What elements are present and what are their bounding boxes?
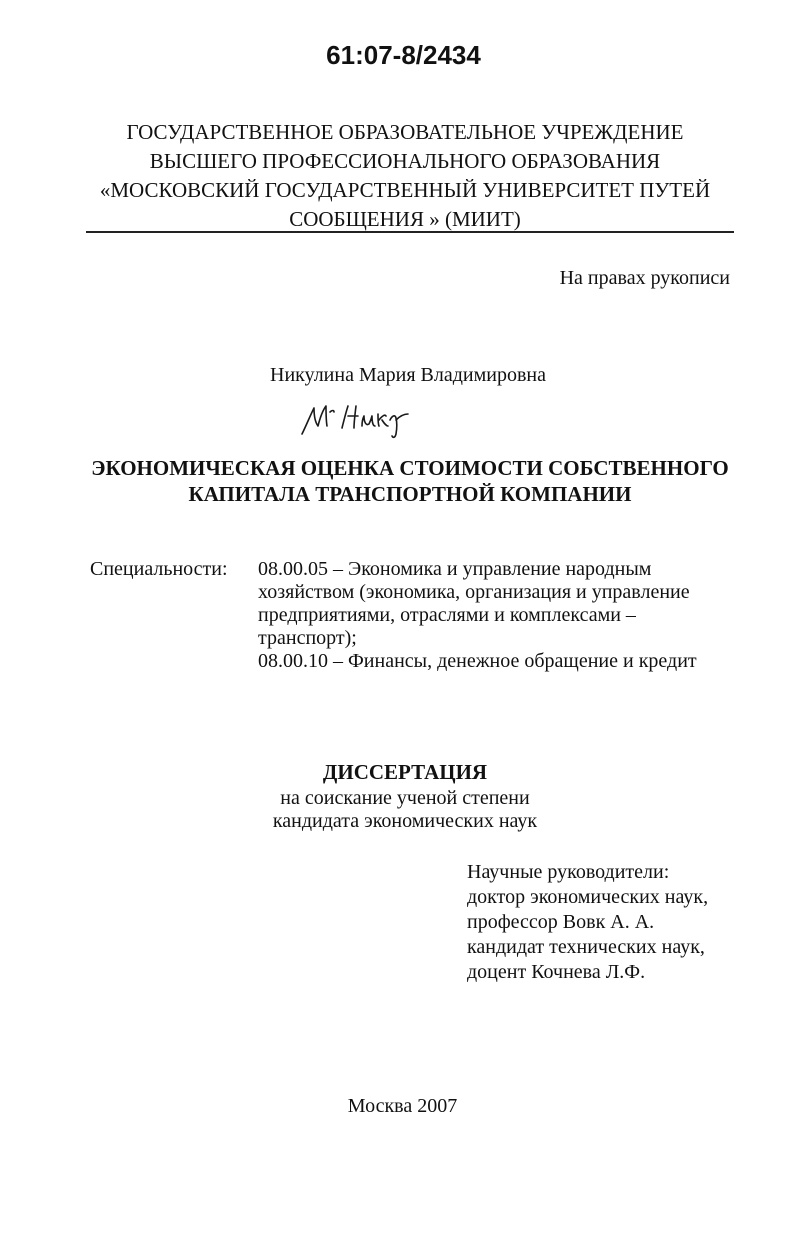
specialty-line: транспорт); <box>258 627 357 649</box>
author-signature <box>296 398 426 440</box>
subtitle-line: кандидата экономических наук <box>272 810 538 832</box>
institution-name <box>60 118 750 234</box>
dissertation-title <box>60 455 760 507</box>
supervisor-line: профессор Вовк А. А. <box>467 911 655 933</box>
supervisors-block <box>467 860 767 985</box>
header-divider <box>86 231 734 233</box>
catalog-code-number: 61:07-8/2434 <box>326 40 481 70</box>
dissertation-heading: ДИССЕРТАЦИЯ <box>322 760 488 784</box>
institution-line: ВЫСШЕГО ПРОФЕССИОНАЛЬНОГО ОБРАЗОВАНИЯ <box>149 149 661 173</box>
specialty-line: 08.00.05 – Экономика и управление народным <box>258 558 652 580</box>
supervisor-line: кандидат технических наук, <box>467 936 705 958</box>
author-name: Никулина Мария Владимировна <box>270 364 546 386</box>
supervisor-line: доктор экономических наук, <box>467 886 709 908</box>
title-line: ЭКОНОМИЧЕСКАЯ ОЦЕНКА СТОИМОСТИ СОБСТВЕННОГО <box>91 456 729 480</box>
dissertation-subtitle <box>0 787 797 833</box>
specialty-line: предприятиями, отраслями и комплексами – <box>258 604 636 626</box>
institution-line: «МОСКОВСКИЙ ГОСУДАРСТВЕННЫЙ УНИВЕРСИТЕТ ПУТЕЙ <box>99 178 711 202</box>
supervisor-line: доцент Кочнева Л.Ф. <box>467 961 646 983</box>
specialties-label: Специальности: <box>90 558 228 580</box>
subtitle-line: на соискание ученой степени <box>280 787 530 809</box>
rights-note: На правах рукописи <box>559 267 730 289</box>
title-line: КАПИТАЛА ТРАНСПОРТНОЙ КОМПАНИИ <box>188 482 632 506</box>
specialty-line: хозяйством (экономика, организация и управление <box>258 581 690 603</box>
supervisors-heading: Научные руководители: <box>467 861 670 883</box>
city-year: Москва 2007 <box>347 1095 458 1117</box>
institution-line: ГОСУДАРСТВЕННОЕ ОБРАЗОВАТЕЛЬНОЕ УЧРЕЖДЕНИЕ <box>126 120 684 144</box>
specialty-line: 08.00.10 – Финансы, денежное обращение и кредит <box>258 650 697 672</box>
institution-line: СООБЩЕНИЯ » (МИИТ) <box>289 207 521 231</box>
specialties-list <box>258 558 728 673</box>
